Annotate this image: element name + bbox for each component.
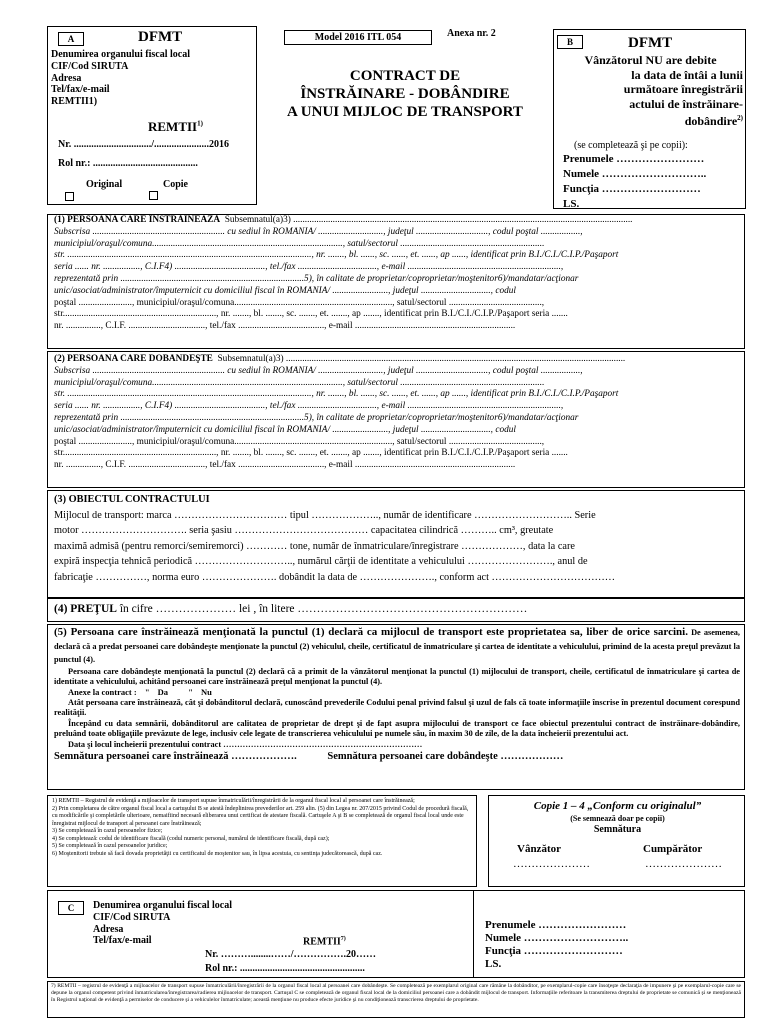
section-2 xyxy=(54,354,740,472)
da-checkbox[interactable]: " xyxy=(144,687,150,698)
contract-title xyxy=(260,67,550,121)
original-label: Original xyxy=(86,179,123,190)
section-2-line: municipiul/oraşul/comuna.................................................................................., satul/sectorul .............................................................. xyxy=(54,377,545,388)
box-c-nr: Nr. ………........……/…………….20…… xyxy=(205,949,377,960)
section-1-row xyxy=(54,215,740,227)
section-1-line: Subscrisa ......................................................... cu sediul în ROMÂNIA/ ............................, judeţul ..............................., codul poştal ................., xyxy=(54,226,583,237)
box-a xyxy=(47,26,257,205)
copie-checkbox[interactable] xyxy=(149,191,158,200)
box-a-org: DFMT xyxy=(138,29,183,45)
section-1-line: municipiul/oraşul/comuna.................................................................................., satul/sectorul .............................................................. xyxy=(54,238,545,249)
section-1-title: (1) PERSOANA CARE ÎNSTRĂINEAZĂ xyxy=(54,215,221,225)
box-a-line: CIF/Cod SIRUTA xyxy=(51,60,129,72)
box-c-remtii-label: REMTII xyxy=(303,936,341,948)
section-2-row xyxy=(54,354,740,366)
da-label: Da xyxy=(157,687,169,698)
anexe-label: Anexe la contract : xyxy=(68,687,137,698)
box-b-functia: Funcţia ……………………… xyxy=(563,183,701,195)
box-a-line: Tel/fax/e-mail xyxy=(51,84,110,96)
original-checkbox[interactable] xyxy=(65,192,74,201)
footnote: 6) Moştenitorii trebuie să facă dovada proprietăţii cu certificatul de moştenitor sau, în lipsa acestuia, cu sentinţa judecătorească, după caz. xyxy=(52,850,383,857)
section-2-line: nr. ..............., C.I.F. ................................., tel./fax ....................................., e-mail ..................................................................... xyxy=(54,460,516,471)
box-b xyxy=(553,29,746,209)
remtii-sup: 1) xyxy=(197,119,203,128)
box-c xyxy=(47,890,745,978)
box-c-nume: Numele ……………………….. xyxy=(485,932,629,944)
box-c-remtii xyxy=(303,936,346,947)
section-3-line: motor …………………………. seria şasiu ………………………………… capacitatea cilindrică ……….. cm³, greutate xyxy=(54,525,554,536)
section-2-line: Subsemnatul(a)3) .................................................................................................................................................. xyxy=(217,354,626,364)
box-a-rol: Rol nr.: .......................................... xyxy=(58,158,198,169)
box-a-line: Adresa xyxy=(51,72,82,84)
notice-line: Vânzătorul NU are debite xyxy=(584,53,717,67)
notice-sup: 2) xyxy=(737,114,743,122)
section-1 xyxy=(54,215,740,333)
section-2-line: reprezentată prin ...............................................................................5), în calitate de proprietar/coproprietar/moştenitor6)/mandatar/acţionar xyxy=(54,412,579,423)
copies-subtitle: (Se semnează doar pe copii) xyxy=(570,814,665,823)
anexa-label: Anexa nr. 2 xyxy=(447,28,496,39)
copies-title-text: Copie 1 – 4 „Conform cu originalul” xyxy=(533,800,702,812)
footnote: 4) Se completează: codul de identificare fiscală (codul numeric personal, numărul de identificare fiscală, după caz); xyxy=(52,835,330,842)
section-5-p1: De asemenea, declară că a predat persoanei care dobândeşte menţionate la punctul (2) vehiculul, cheile, certificatul de înmatriculare şi cartea de identitate a vehiculului, primind de la acesta preţul prevăzut la punctul (4). xyxy=(54,628,741,664)
box-b-nume: Numele ……………………….. xyxy=(563,168,707,180)
box-a-nr: Nr. .............................../......................2016 xyxy=(58,139,230,150)
box-b-sign xyxy=(563,152,706,212)
section-1-line: str. ........................................................................................................., nr. ......., bl. ......, sc. ......, et. ......, ap ......, identificat prin B.I./C.I./C.I.P./Paşaport xyxy=(54,250,619,261)
box-a-remtii xyxy=(148,119,203,135)
copies-box xyxy=(488,795,745,887)
nu-label: Nu xyxy=(201,687,212,698)
section-1-line: Subsemnatul(a)3) .................................................................................................................................................. xyxy=(224,215,633,225)
section-2-title: (2) PERSOANA CARE DOBÂNDEŞTE xyxy=(54,354,213,364)
box-a-line: REMTII1) xyxy=(51,96,98,108)
notice-line: actului de înstrăinare- xyxy=(629,96,743,111)
section-5-p4: Începând cu data semnării, dobânditorul are calitatea de proprietar de drept şi de fapt asupra mijlocului de transport ce face obiectul prezentului contract de înstrăinare-dobândire, preluând toate obligaţiile prevăzute de lege, inclusiv cele legate de transcrierea vehiculului pe numele său, în maxim 30 de zile, de la data încheierii prezentului act. xyxy=(54,718,740,738)
section-2-line: seria ...... nr. ................, C.I.F4) ......................................., tel./fax .................................., e-mail .................................................................., xyxy=(54,401,564,412)
footnote: 5) Se completează în cazul persoanelor juridice; xyxy=(52,843,168,849)
title-line: ÎNSTRĂINARE - DOBÂNDIRE xyxy=(300,86,510,102)
section-3-line: Mijlocul de transport: marca …………………………… tipul ……………….., număr de identificare ……………………….. Serie xyxy=(54,509,596,521)
title-line: CONTRACT DE xyxy=(349,68,461,84)
copies-cumparator: Cumpărător xyxy=(643,843,703,855)
box-b-notice xyxy=(558,53,743,129)
section-1-line: poştal ......................., municipiul/oraşul/comuna...................................................................., satul/sectorul ........................................, xyxy=(54,297,545,308)
section-2-line: unic/asociat/administrator/împuternicit cu domiciliul fiscal în ROMÂNIA/ ........................, judeţul .............................., codul xyxy=(54,424,516,435)
section-2-line: poştal ......................., municipiul/oraşul/comuna...................................................................., satul/sectorul ........................................, xyxy=(54,436,545,447)
copies-cumparator-dots: ………………… xyxy=(645,858,722,870)
box-c-rol: Rol nr.: .................................................. xyxy=(205,963,365,974)
box-b-completion: (se completează şi pe copii): xyxy=(574,140,688,151)
footnote: 2) Prin completarea de către organul fiscal local a cartuşului B se atestă îndeplinirea prevederilor art. 259 alin. (5) din Legea nr. 207/2015 privind Codul de procedură fiscală, cu modificările şi completările ulterioare, nemaifiind necesară eliberarea unui certificat de atestare fiscală. Cartuşele A şi B se completează de organul fiscal local unde este înregistrat mijlocul de transport al persoanei care înstrăinează; xyxy=(52,805,469,827)
section-5 xyxy=(54,626,740,763)
section-4 xyxy=(54,603,527,615)
title-line: A UNUI MIJLOC DE TRANSPORT xyxy=(287,104,523,120)
price-text: în cifre ………………… lei , în litere …………………………………………………… xyxy=(116,603,528,615)
footnote: 3) Se completează în cazul persoanelor fizice; xyxy=(52,828,163,834)
box-a-line: Denumirea organului fiscal local xyxy=(51,49,190,60)
section-3-line: fabricaţie ……………, norma euro …………………. dobândit la data de …………………., conform act ……………………………… xyxy=(54,571,616,583)
box-c-line: Denumirea organului fiscal local xyxy=(93,900,232,911)
footnotes xyxy=(52,798,472,858)
signatures-row xyxy=(54,750,740,763)
data-loc: Data şi locul încheierii prezentului contract ……………………………………………………………… xyxy=(68,740,423,750)
box-c-remtii-sup: 7) xyxy=(340,936,346,942)
section-1-line: unic/asociat/administrator/împuternicit cu domiciliul fiscal în ROMÂNIA/ ........................, judeţul .............................., codul xyxy=(54,285,516,296)
section-3-line: maximă admisă (pentru remorci/semiremorci) ………… tone, număr de înmatriculare/înregistrare ………………, data la care xyxy=(54,540,575,552)
box-c-line: Tel/fax/e-mail xyxy=(93,935,152,947)
section-2-line: str.................................................................., nr. ......., bl. ......., sc. ......., et. ......., ap ......., identificat prin B.I./C.I./C.I.P./Paşaport seria ....... xyxy=(54,448,568,459)
sign-seller: Semnătura persoanei care înstrăinează ………………. xyxy=(54,751,297,763)
section-3-line: expiră inspecţia tehnică periodică ……………………….., numărul cărţii de identitate a vehiculului ……………………., anul de xyxy=(54,556,588,567)
footnote: 1) REMTII – Registrul de evidenţă a mijloacelor de transport supuse înmatriculării/înregistrării de la organul fiscal local al persoanei care înstrăinează; xyxy=(52,798,415,804)
section-5-p3: Atât persoana care înstrăinează, cât şi dobânditorul declară, cunoscând prevederile Codului penal privind falsul şi uzul de fals că toate informaţiile înscrise în prezentul document corespund realităţii. xyxy=(54,698,740,718)
box-c-line: CIF/Cod SIRUTA xyxy=(93,911,171,923)
box-c-letter: C xyxy=(58,901,84,915)
notice-line: la data de întâi a lunii xyxy=(631,67,743,82)
model-label: Model 2016 ITL 054 xyxy=(284,30,432,45)
box-c-line: Adresa xyxy=(93,923,124,935)
box-a-letter: A xyxy=(58,32,84,46)
section-5-head xyxy=(54,626,740,667)
box-c-functia: Funcţia ……………………… xyxy=(485,945,623,957)
notice-line xyxy=(558,111,743,129)
section-5-p2: Persoana care dobândeşte menţionată la punctul (2) declară că a primit de la vânzătorul menţionat la punctul (1) mijlocului de transport, cheile, certificatul de înmatriculare şi cartea de identitate a vehiculului, achitând persoanei care înstrăinează preţul menţionat la punctul (4). xyxy=(54,666,740,686)
section-1-line: seria ...... nr. ................, C.I.F4) ......................................., tel./fax .................................., e-mail .................................................................., xyxy=(54,262,564,273)
copies-title xyxy=(489,800,746,812)
section-1-line: str.................................................................., nr. ......., bl. ......., sc. ......., et. ......., ap ......., identificat prin B.I./C.I./C.I.P./Paşaport seria ....... xyxy=(54,309,568,320)
sign-buyer: Semnătura persoanei care dobândeşte ……………… xyxy=(327,751,564,763)
nu-checkbox[interactable]: " xyxy=(188,687,193,698)
notice-last: dobândire xyxy=(684,114,738,128)
section-3-title: (3) OBIECTUL CONTRACTULUI xyxy=(54,494,210,505)
section-2-line: str. ........................................................................................................., nr. ......., bl. ......, sc. ......, et. ......, ap ......, identificat prin B.I./C.I./C.I.P./Paşaport xyxy=(54,389,619,400)
box-c-ls: LS. xyxy=(485,958,502,970)
copies-vanzator: Vânzător xyxy=(517,843,561,855)
box-b-org: DFMT xyxy=(628,35,673,51)
anexe-row xyxy=(54,687,740,698)
section-3 xyxy=(54,492,740,585)
box-c-divider xyxy=(473,891,474,977)
box-b-letter: B xyxy=(557,35,583,49)
box-b-ls: LS. xyxy=(563,198,580,210)
section-1-line: reprezentată prin ...............................................................................5), în calitate de proprietar/coproprietar/moştenitor6)/mandatar/acţionar xyxy=(54,273,579,284)
box-a-lines xyxy=(51,49,190,108)
price-label: (4) PREŢUL xyxy=(54,603,117,615)
bottom-note: 7) REMTII – registrul de evidenţă a mijloacelor de transport supuse înmatriculării/înregistrării de la organul fiscal local al persoanei care dobândeşte. Se completează pe exemplarul original care rămâne la dobânditor, pe exemplarul-copie care însoţeşte declaraţia de impunere şi pe exemplarul-copie care se depune la organul competent privind înmatricularea/înregistrarea/radierea mijloacelor de transport. Cartuşul C se completează de organul fiscal local de la domiciliul persoanei care a dobândit mijlocul de transport. Informaţiile referitoare la transmiterea dreptului de proprietate se comunică şi se menţionează în Registrul naţional de evidenţă a permiselor de conducere şi a vehiculelor înmatriculate; această menţiune nu produce efecte juridice şi nu condiţionează transcrierea dreptului de proprietate. xyxy=(51,983,741,1003)
box-c-sign xyxy=(485,919,628,971)
box-c-prenume: Prenumele …………………… xyxy=(485,919,627,931)
box-b-prenume: Prenumele …………………… xyxy=(563,153,705,165)
remtii-label: REMTII xyxy=(148,119,198,134)
section-1-line: nr. ..............., C.I.F. ................................., tel./fax ....................................., e-mail ..................................................................... xyxy=(54,321,516,332)
copies-semnatura: Semnătura xyxy=(593,824,642,835)
section-5-title: (5) Persoana care înstrăinează menţionată la punctul (1) declară ca mijlocul de transport este proprietatea sa, liber de orice sarcini. xyxy=(54,626,688,638)
box-c-lines xyxy=(93,900,232,947)
section-2-line: Subscrisa ......................................................... cu sediul în ROMÂNIA/ ............................, judeţul ..............................., codul poştal ................., xyxy=(54,365,583,376)
copies-vanzator-dots: ………………… xyxy=(513,858,590,870)
notice-line: următoare înregistrării xyxy=(623,82,743,96)
copie-label: Copie xyxy=(163,179,188,190)
